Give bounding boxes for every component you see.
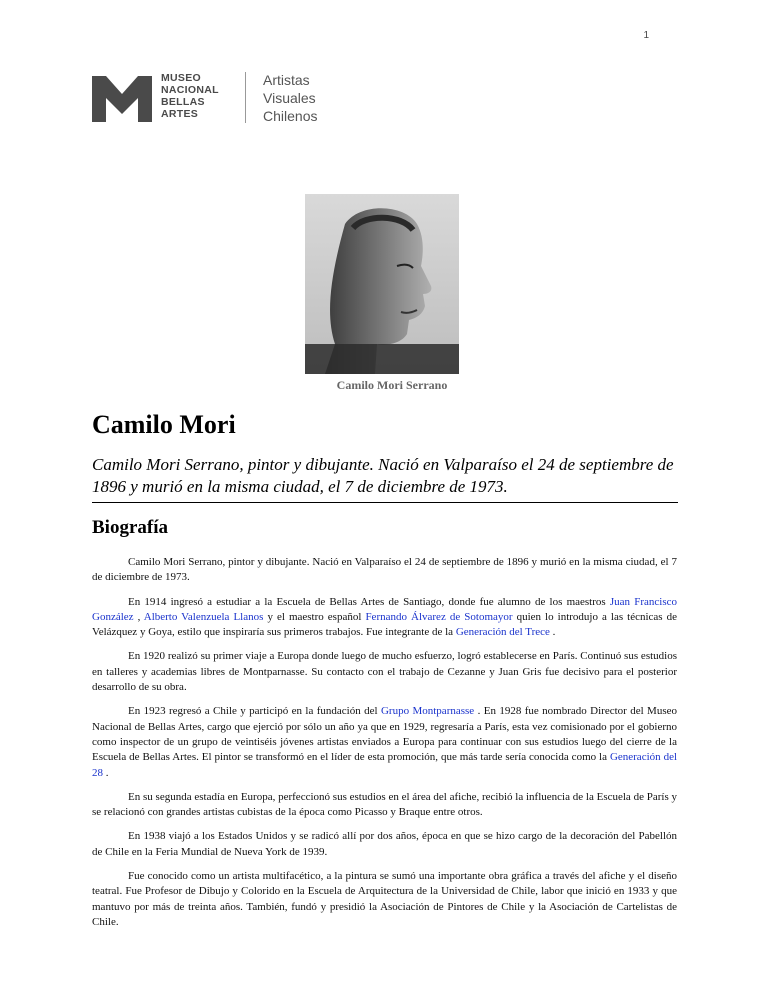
museum-m-logo-icon <box>92 72 152 122</box>
paragraph-3: En 1920 realizó su primer viaje a Europa donde luego de mucho esfuerzo, logró establecerse en París. Continuó sus estudios en talleres y academias libres de Montparnasse. Su contacto con el trabajo de Cezanne y Juan Gris fue decisivo para el posterior desarrollo de su obra. <box>92 650 677 694</box>
photo-caption: Camilo Mori Serrano <box>336 378 448 392</box>
link-juan-francisco-gonzalez[interactable]: Juan Francisco González <box>92 595 677 623</box>
paragraph-4: En 1923 regresó a Chile y participó en la fundación del Grupo Montparnasse . En 1928 fue nombrado Director del Museo Nacional de Bellas Artes, cargo que ejerció por sólo un año ya que en 1929, regresaría a París, esta vez comisionado por el gobierno como inspector de un grupo de veintiséis jóvenes artistas enviados a Europa para continuar con sus estudios luego del cierre de la Escuela de Bellas Artes. El pintor se transformó en el líder de esta promoción, que más tarde sería conocida como la Generación del 28 . <box>92 705 678 779</box>
paragraph-6: En 1938 viajó a los Estados Unidos y se radicó allí por dos años, época en que se hizo cargo de la decoración del Pabellón de Chile en la Feria Mundial de Nueva York de 1939. <box>92 830 677 858</box>
artist-portrait-photo <box>305 194 459 374</box>
paragraph-2: En 1914 ingresó a estudiar a la Escuela de Bellas Artes de Santiago, donde fue alumno de los maestros Juan Francisco González , Alberto Valenzuela Llanos y el maestro español Fernando Álvarez de Sotomayor quien lo introdujo a las técnicas de Velázquez y Goya, estilo que inspiraría sus primeros trabajos. Fue integrante de la Generación del Trece . <box>92 595 677 639</box>
logo-divider <box>245 72 246 123</box>
link-fernando-alvarez-de-sotomayor[interactable]: Fernando Álvarez de Sotomayor <box>365 610 513 623</box>
biography-body <box>92 555 677 939</box>
logo-museum-name: MUSEO NACIONAL BELLAS ARTES <box>161 72 219 120</box>
link-generacion-del-trece[interactable]: Generación del Trece <box>455 626 550 639</box>
paragraph-1: Camilo Mori Serrano, pintor y dibujante. Nació en Valparaíso el 24 de septiembre de 1896 y murió en la misma ciudad, el 7 de diciembre de 1973. <box>92 556 677 584</box>
portrait-silhouette-icon <box>305 194 459 374</box>
paragraph-7: Fue conocido como un artista multifacético, a la pintura se sumó una importante obra gráfica a través del afiche y el diseño teatral. Fue Profesor de Dibujo y Colorido en la Escuela de Arquitectura de la Universidad de Chile, labor que inició en 1933 y que mantuvo por más de treinta años. También, fundó y presidió la Asociación de Pintores de Chile y la Asociación de Cartelistas de Chile. <box>92 870 677 928</box>
page-subtitle: Camilo Mori Serrano, pintor y dibujante. Nació en Valparaíso el 24 de septiembre de 1896 y murió en la misma ciudad, el 7 de diciembre de 1973. <box>92 454 678 503</box>
link-alberto-valenzuela-llanos[interactable]: Alberto Valenzuela Llanos <box>143 610 264 623</box>
museum-logo[interactable] <box>92 72 342 124</box>
page-number: 1 <box>643 30 649 41</box>
logo-subtitle: Artistas Visuales Chilenos <box>263 72 318 124</box>
paragraph-5: En su segunda estadía en Europa, perfeccionó sus estudios en el área del afiche, recibió la influencia de la Escuela de París y se relacionó con grandes artistas cubistas de la época como Picasso y Braque entre otros. <box>92 790 677 819</box>
link-generacion-del-28[interactable]: Generación del 28 <box>92 751 678 779</box>
link-grupo-montparnasse[interactable]: Grupo Montparnasse <box>380 705 475 718</box>
page-title: Camilo Mori <box>92 410 236 439</box>
section-heading-biografia: Biografía <box>92 517 168 538</box>
